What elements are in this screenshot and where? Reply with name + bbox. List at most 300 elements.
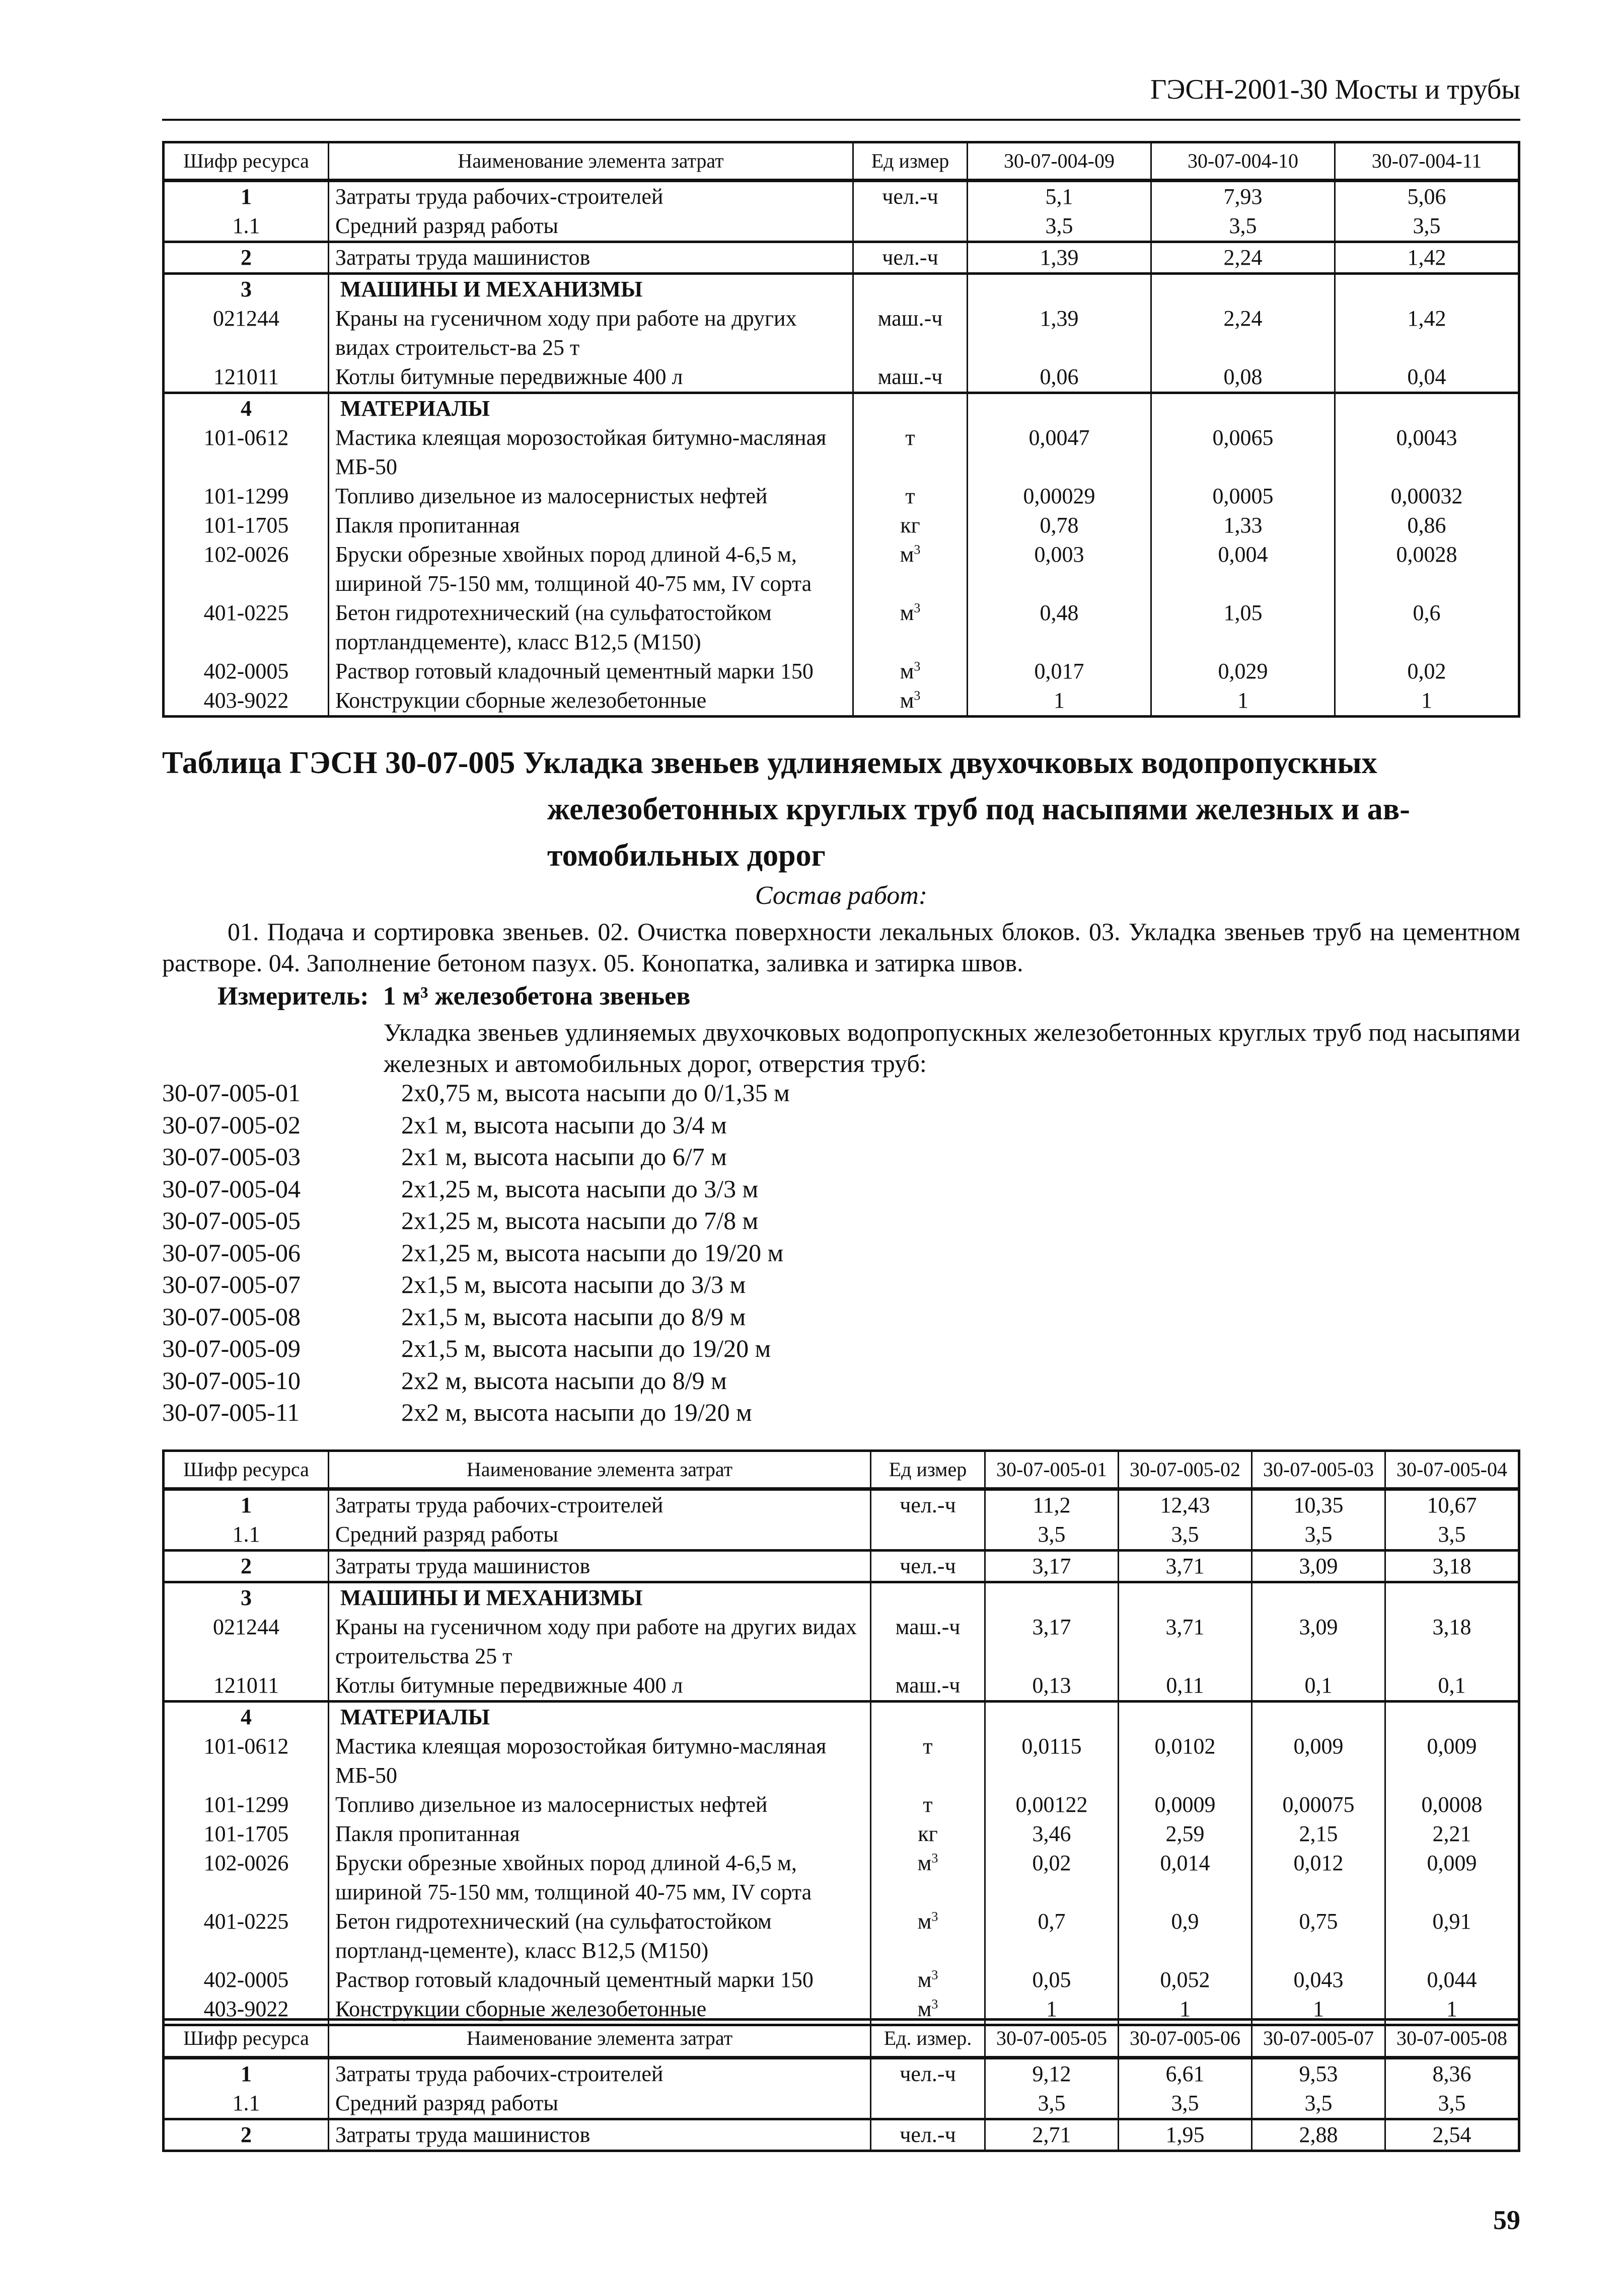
resource-unit <box>871 1702 985 1732</box>
resource-name: Топливо дизельное из малосернистых нефтей <box>329 482 853 511</box>
resource-code: 402-0005 <box>164 657 329 686</box>
variant-code: 30-07-005-04 <box>162 1174 301 1203</box>
resource-name: Конструкции сборные железобетонные <box>329 1995 871 2025</box>
variant-code: 30-07-005-11 <box>162 1398 300 1426</box>
header-unit: Ед. измер. <box>871 2020 985 2058</box>
header-norm-code: 30-07-004-10 <box>1151 142 1335 181</box>
resource-unit: $м^3$ <box>853 686 968 717</box>
resource-group <box>164 181 1519 242</box>
table-row <box>164 181 1519 212</box>
resource-value: 0,003 <box>968 540 1151 598</box>
variant-description: 2х1,25 м, высота насыпи до 3/3 м <box>401 1174 759 1203</box>
resource-code: 121011 <box>164 362 329 393</box>
table-row <box>164 1613 1519 1671</box>
resource-value: 0,0047 <box>968 423 1151 482</box>
resource-value: 0,91 <box>1385 1907 1519 1965</box>
resource-value: 0,00075 <box>1252 1790 1385 1819</box>
resource-value: 0,014 <box>1119 1849 1252 1907</box>
variant-code: 30-07-005-07 <box>162 1270 301 1298</box>
variant-description: 2х1,5 м, высота насыпи до 3/3 м <box>401 1270 746 1298</box>
resource-code: 101-0612 <box>164 423 329 482</box>
resource-value: 0,017 <box>968 657 1151 686</box>
resource-value: 1,95 <box>1119 2119 1252 2151</box>
resource-value: 0,9 <box>1119 1907 1252 1965</box>
resource-unit: чел.-ч <box>871 2058 985 2089</box>
resource-name: Средний разряд работы <box>329 1520 871 1551</box>
resource-name: Затраты труда машинистов <box>329 242 853 274</box>
resource-code: 1.1 <box>164 2089 329 2119</box>
resource-name: Раствор готовый кладочный цементный марки 150 <box>329 1965 871 1995</box>
header-name: Наименование элемента затрат <box>329 142 853 181</box>
resource-unit <box>871 1582 985 1613</box>
resource-name: Мастика клеящая морозостойкая битумно-масляная МБ-50 <box>329 1732 871 1790</box>
resource-name: Топливо дизельное из малосернистых нефтей <box>329 1790 871 1819</box>
resource-value: 0,052 <box>1119 1965 1252 1995</box>
section-title <box>162 740 1520 879</box>
resource-value <box>1335 393 1519 424</box>
table-row <box>164 423 1519 482</box>
resource-value: 0,009 <box>1385 1849 1519 1907</box>
resource-unit: $м^3$ <box>871 1995 985 2025</box>
header-norm-code: 30-07-005-02 <box>1119 1451 1252 1489</box>
resource-name: Бетон гидротехнический (на сульфатостойком портланд-цементе), класс В12,5 (М150) <box>329 1907 871 1965</box>
variant-code: 30-07-005-09 <box>162 1334 301 1362</box>
table-row <box>164 1819 1519 1849</box>
table-row <box>164 1965 1519 1995</box>
resource-unit <box>853 211 968 242</box>
table-row <box>164 362 1519 393</box>
resource-code: 2 <box>164 1551 329 1582</box>
resource-value: 0,02 <box>985 1849 1119 1907</box>
header-norm-code: 30-07-005-07 <box>1252 2020 1385 2058</box>
resource-code: 2 <box>164 242 329 274</box>
resource-value: 0,05 <box>985 1965 1119 1995</box>
resource-value: 0,004 <box>1151 540 1335 598</box>
table-row <box>164 482 1519 511</box>
resource-code: 4 <box>164 1702 329 1732</box>
resource-group <box>164 274 1519 393</box>
resource-value: 10,67 <box>1385 1489 1519 1520</box>
header-norm-code: 30-07-005-08 <box>1385 2020 1519 2058</box>
resource-value: 0,0028 <box>1335 540 1519 598</box>
resource-value: 0,04 <box>1335 362 1519 393</box>
resource-value: 9,12 <box>985 2058 1119 2089</box>
table-row <box>164 242 1519 274</box>
resource-unit: т <box>871 1790 985 1819</box>
resource-table-004 <box>162 141 1520 718</box>
variant-description: 2х2 м, высота насыпи до 19/20 м <box>401 1398 752 1426</box>
resource-code: 121011 <box>164 1671 329 1702</box>
resource-code: 101-0612 <box>164 1732 329 1790</box>
resource-value: 3,5 <box>968 211 1151 242</box>
resource-value: 3,17 <box>985 1613 1119 1671</box>
resource-value: 3,46 <box>985 1819 1119 1849</box>
header-norm-code: 30-07-004-09 <box>968 142 1151 181</box>
resource-group <box>164 2119 1519 2151</box>
header-code: Шифр ресурса <box>164 1451 329 1489</box>
resource-code: 403-9022 <box>164 1995 329 2025</box>
resource-value: 0,043 <box>1252 1965 1385 1995</box>
resource-value: 0,1 <box>1252 1671 1385 1702</box>
resource-unit: чел.-ч <box>871 1551 985 1582</box>
resource-value: 1,05 <box>1151 598 1335 657</box>
table-row <box>164 540 1519 598</box>
resource-value: 2,24 <box>1151 242 1335 274</box>
section-heading: МАШИНЫ И МЕХАНИЗМЫ <box>329 1582 871 1613</box>
resource-name: Пакля пропитанная <box>329 511 853 540</box>
table-row <box>164 686 1519 717</box>
resource-value <box>1252 1582 1385 1613</box>
table-row <box>164 1907 1519 1965</box>
section-title-line-2: железобетонных круглых труб под насыпями железных и ав- <box>547 792 1410 826</box>
variant-code: 30-07-005-08 <box>162 1302 301 1331</box>
resource-name: Бруски обрезные хвойных пород длиной 4-6,5 м, шириной 75-150 мм, толщиной 40-75 мм, IV сорта <box>329 1849 871 1907</box>
resource-code: 021244 <box>164 304 329 362</box>
meter <box>217 981 690 1011</box>
variant-description: 2х1 м, высота насыпи до 6/7 м <box>401 1142 727 1171</box>
section-title-line-1: Таблица ГЭСН 30-07-005 Укладка звеньев удлиняемых двухочковых водопропускных <box>162 746 1377 780</box>
resource-unit: $м^3$ <box>871 1849 985 1907</box>
table-row <box>164 304 1519 362</box>
resource-code: 1 <box>164 181 329 212</box>
resource-value: 1,39 <box>968 242 1151 274</box>
resource-unit: т <box>853 423 968 482</box>
variant-code: 30-07-005-01 <box>162 1079 301 1107</box>
resource-group <box>164 1582 1519 1702</box>
resource-value: 0,0102 <box>1119 1732 1252 1790</box>
resource-value: 1 <box>1151 686 1335 717</box>
resource-value: 1 <box>1119 1995 1252 2025</box>
variant-code: 30-07-005-02 <box>162 1110 301 1139</box>
resource-value: 0,00032 <box>1335 482 1519 511</box>
resource-unit: $м^3$ <box>853 598 968 657</box>
resource-unit: чел.-ч <box>871 1489 985 1520</box>
resource-value: 3,09 <box>1252 1613 1385 1671</box>
variant-item <box>162 1205 790 1237</box>
resource-value: 3,18 <box>1385 1551 1519 1582</box>
resource-value: 2,88 <box>1252 2119 1385 2151</box>
resource-name: Краны на гусеничном ходу при работе на других видах строительст-ва 25 т <box>329 304 853 362</box>
resource-table-005-05-08 <box>162 2018 1520 2152</box>
resource-value <box>985 1582 1119 1613</box>
variant-item <box>162 1173 790 1205</box>
resource-code: 101-1299 <box>164 1790 329 1819</box>
resource-value: 0,009 <box>1385 1732 1519 1790</box>
resource-name: Конструкции сборные железобетонные <box>329 686 853 717</box>
resource-code: 021244 <box>164 1613 329 1671</box>
resource-unit: т <box>853 482 968 511</box>
variant-description: 2х0,75 м, высота насыпи до 0/1,35 м <box>401 1079 790 1107</box>
header-row <box>164 2020 1519 2058</box>
resource-unit <box>871 1520 985 1551</box>
table-row <box>164 393 1519 424</box>
resource-value: 0,029 <box>1151 657 1335 686</box>
resource-value: 3,5 <box>1151 211 1335 242</box>
resource-value: 7,93 <box>1151 181 1335 212</box>
resource-value: 0,0005 <box>1151 482 1335 511</box>
resource-value: 3,17 <box>985 1551 1119 1582</box>
resource-unit: маш.-ч <box>871 1671 985 1702</box>
resource-value: 0,0008 <box>1385 1790 1519 1819</box>
resource-value: 0,0115 <box>985 1732 1119 1790</box>
resource-value: 0,1 <box>1385 1671 1519 1702</box>
resource-unit: $м^3$ <box>853 657 968 686</box>
header-code: Шифр ресурса <box>164 2020 329 2058</box>
resource-value: 5,1 <box>968 181 1151 212</box>
resource-value: 3,09 <box>1252 1551 1385 1582</box>
resource-value: 0,86 <box>1335 511 1519 540</box>
table-row <box>164 511 1519 540</box>
resource-value: 0,0065 <box>1151 423 1335 482</box>
resource-unit: кг <box>853 511 968 540</box>
variant-description: 2х1 м, высота насыпи до 3/4 м <box>401 1110 727 1139</box>
resource-code: 101-1705 <box>164 511 329 540</box>
composition-text: 01. Подача и сортировка звеньев. 02. Очистка поверхности лекальных блоков. 03. Укладка звеньев труб на цементном растворе. 04. Заполнение бетоном пазух. 05. Конопатка, заливка и затирка швов. <box>162 917 1520 977</box>
section-heading: МАТЕРИАЛЫ <box>329 393 853 424</box>
table-row <box>164 1489 1519 1520</box>
resource-value: 11,2 <box>985 1489 1119 1520</box>
resource-code: 2 <box>164 2119 329 2151</box>
resource-value: 0,08 <box>1151 362 1335 393</box>
resource-group <box>164 1551 1519 1582</box>
table-row <box>164 598 1519 657</box>
resource-name: Затраты труда рабочих-строителей <box>329 2058 871 2089</box>
page-number: 59 <box>1493 2205 1520 2235</box>
resource-unit: маш.-ч <box>871 1613 985 1671</box>
resource-name: Средний разряд работы <box>329 2089 871 2119</box>
resource-group <box>164 393 1519 717</box>
variant-description: 2х2 м, высота насыпи до 8/9 м <box>401 1366 727 1395</box>
table-row <box>164 1849 1519 1907</box>
resource-value: 3,5 <box>1252 1520 1385 1551</box>
resource-unit <box>853 393 968 424</box>
variant-code: 30-07-005-06 <box>162 1238 301 1267</box>
resource-value: 1,42 <box>1335 242 1519 274</box>
resource-unit: маш.-ч <box>853 304 968 362</box>
header-row <box>164 1451 1519 1489</box>
variant-code: 30-07-005-03 <box>162 1142 301 1171</box>
variant-item <box>162 1333 790 1365</box>
table-row <box>164 1671 1519 1702</box>
resource-value: 3,5 <box>1335 211 1519 242</box>
table-row <box>164 1551 1519 1582</box>
resource-value: 3,5 <box>985 1520 1119 1551</box>
resource-value <box>1335 274 1519 304</box>
variant-item <box>162 1301 790 1333</box>
resource-value: 0,0043 <box>1335 423 1519 482</box>
resource-value <box>1385 1702 1519 1732</box>
resource-value: 3,5 <box>1385 2089 1519 2119</box>
resource-value: 0,06 <box>968 362 1151 393</box>
resource-name: Краны на гусеничном ходу при работе на других видах строительства 25 т <box>329 1613 871 1671</box>
resource-value: 0,75 <box>1252 1907 1385 1965</box>
resource-value: 0,012 <box>1252 1849 1385 1907</box>
meter-value: 1 м³ железобетона звеньев <box>383 982 691 1011</box>
table-row <box>164 657 1519 686</box>
variant-description: 2х1,25 м, высота насыпи до 19/20 м <box>401 1238 784 1267</box>
resource-unit: маш.-ч <box>853 362 968 393</box>
header-rule <box>162 119 1520 121</box>
resource-name: Раствор готовый кладочный цементный марки 150 <box>329 657 853 686</box>
resource-value: 0,11 <box>1119 1671 1252 1702</box>
resource-value: 0,02 <box>1335 657 1519 686</box>
resource-code: 1.1 <box>164 211 329 242</box>
table-row <box>164 1520 1519 1551</box>
table-row <box>164 2119 1519 2151</box>
resource-value: 1,42 <box>1335 304 1519 362</box>
resource-unit <box>853 274 968 304</box>
resource-value: 3,71 <box>1119 1551 1252 1582</box>
running-head: ГЭСН-2001-30 Мосты и трубы <box>1150 74 1520 105</box>
variant-item <box>162 1269 790 1301</box>
resource-name: Бруски обрезные хвойных пород длиной 4-6,5 м, шириной 75-150 мм, толщиной 40-75 мм, IV сорта <box>329 540 853 598</box>
resource-code: 102-0026 <box>164 1849 329 1907</box>
header-norm-code: 30-07-004-11 <box>1335 142 1519 181</box>
resource-value <box>968 274 1151 304</box>
header-norm-code: 30-07-005-01 <box>985 1451 1119 1489</box>
table-row <box>164 1582 1519 1613</box>
resource-code: 402-0005 <box>164 1965 329 1995</box>
section-heading: МАТЕРИАЛЫ <box>329 1702 871 1732</box>
resource-unit <box>871 2089 985 2119</box>
section-title-line-3: томобильных дорог <box>547 838 826 873</box>
resource-value: 2,59 <box>1119 1819 1252 1849</box>
resource-value: 1,39 <box>968 304 1151 362</box>
resource-value: 0,78 <box>968 511 1151 540</box>
resource-value: 3,5 <box>1252 2089 1385 2119</box>
resource-code: 401-0225 <box>164 1907 329 1965</box>
meter-label: Измеритель: <box>217 982 369 1011</box>
resource-value: 8,36 <box>1385 2058 1519 2089</box>
resource-value: 0,009 <box>1252 1732 1385 1790</box>
resource-name: Котлы битумные передвижные 400 л <box>329 362 853 393</box>
variant-item <box>162 1237 790 1269</box>
resource-value: 2,15 <box>1252 1819 1385 1849</box>
resource-name: Затраты труда машинистов <box>329 2119 871 2151</box>
resource-code: 3 <box>164 274 329 304</box>
table-row <box>164 2058 1519 2089</box>
table-row <box>164 1702 1519 1732</box>
variant-description: 2х1,5 м, высота насыпи до 8/9 м <box>401 1302 746 1331</box>
resource-unit: чел.-ч <box>871 2119 985 2151</box>
resource-value <box>1151 274 1335 304</box>
variant-item <box>162 1397 790 1429</box>
resource-value: 0,7 <box>985 1907 1119 1965</box>
resource-value <box>968 393 1151 424</box>
resource-code: 3 <box>164 1582 329 1613</box>
resource-value: 2,21 <box>1385 1819 1519 1849</box>
variant-code: 30-07-005-05 <box>162 1206 301 1235</box>
resource-value: 0,0009 <box>1119 1790 1252 1819</box>
header-norm-code: 30-07-005-03 <box>1252 1451 1385 1489</box>
variant-description: 2х1,5 м, высота насыпи до 19/20 м <box>401 1334 771 1362</box>
header-row <box>164 142 1519 181</box>
resource-value <box>1119 1582 1252 1613</box>
variants-intro: Укладка звеньев удлиняемых двухочковых водопропускных железобетонных круглых труб под насыпями железных и автомобильных дорог, отверстия труб: <box>384 1018 1520 1078</box>
table-row <box>164 2089 1519 2119</box>
header-code: Шифр ресурса <box>164 142 329 181</box>
resource-name: Пакля пропитанная <box>329 1819 871 1849</box>
resource-unit: кг <box>871 1819 985 1849</box>
table-row <box>164 211 1519 242</box>
resource-name: Затраты труда рабочих-строителей <box>329 1489 871 1520</box>
header-unit: Ед измер <box>871 1451 985 1489</box>
resource-name: Мастика клеящая морозостойкая битумно-масляная МБ-50 <box>329 423 853 482</box>
resource-value: 10,35 <box>1252 1489 1385 1520</box>
resource-value: 3,71 <box>1119 1613 1252 1671</box>
resource-code: 403-9022 <box>164 686 329 717</box>
resource-group <box>164 1489 1519 1551</box>
variant-item <box>162 1109 790 1141</box>
variants-list <box>162 1077 790 1429</box>
variant-item <box>162 1141 790 1173</box>
resource-unit: чел.-ч <box>853 242 968 274</box>
header-name: Наименование элемента затрат <box>329 2020 871 2058</box>
resource-value <box>985 1702 1119 1732</box>
resource-value: 1 <box>1335 686 1519 717</box>
resource-value: 12,43 <box>1119 1489 1252 1520</box>
resource-value: 3,5 <box>985 2089 1119 2119</box>
resource-value: 0,044 <box>1385 1965 1519 1995</box>
resource-value <box>1151 393 1335 424</box>
resource-value: 3,5 <box>1119 2089 1252 2119</box>
resource-value: 1,33 <box>1151 511 1335 540</box>
variant-item <box>162 1077 790 1109</box>
resource-code: 1 <box>164 2058 329 2089</box>
variant-code: 30-07-005-10 <box>162 1366 301 1395</box>
resource-group <box>164 242 1519 274</box>
resource-value: 0,13 <box>985 1671 1119 1702</box>
resource-value: 5,06 <box>1335 181 1519 212</box>
resource-name: Котлы битумные передвижные 400 л <box>329 1671 871 1702</box>
resource-code: 4 <box>164 393 329 424</box>
table-row <box>164 1790 1519 1819</box>
table-row <box>164 274 1519 304</box>
resource-value: 3,18 <box>1385 1613 1519 1671</box>
section-heading: МАШИНЫ И МЕХАНИЗМЫ <box>329 274 853 304</box>
resource-unit: $м^3$ <box>853 540 968 598</box>
resource-code: 1.1 <box>164 1520 329 1551</box>
header-norm-code: 30-07-005-05 <box>985 2020 1119 2058</box>
resource-name: Средний разряд работы <box>329 211 853 242</box>
composition-label: Состав работ: <box>755 881 928 910</box>
header-norm-code: 30-07-005-06 <box>1119 2020 1252 2058</box>
resource-value <box>1119 1702 1252 1732</box>
table-row <box>164 1732 1519 1790</box>
header-name: Наименование элемента затрат <box>329 1451 871 1489</box>
resource-value: 0,00029 <box>968 482 1151 511</box>
resource-value <box>1252 1702 1385 1732</box>
resource-code: 102-0026 <box>164 540 329 598</box>
resource-value: 3,5 <box>1385 1520 1519 1551</box>
resource-group <box>164 1702 1519 2025</box>
resource-unit: т <box>871 1732 985 1790</box>
variant-description: 2х1,25 м, высота насыпи до 7/8 м <box>401 1206 759 1235</box>
resource-unit: $м^3$ <box>871 1907 985 1965</box>
variant-item <box>162 1365 790 1397</box>
resource-value: 1 <box>985 1995 1119 2025</box>
resource-value <box>1385 1582 1519 1613</box>
resource-code: 101-1705 <box>164 1819 329 1849</box>
header-norm-code: 30-07-005-04 <box>1385 1451 1519 1489</box>
resource-code: 101-1299 <box>164 482 329 511</box>
resource-code: 401-0225 <box>164 598 329 657</box>
resource-name: Затраты труда машинистов <box>329 1551 871 1582</box>
resource-unit: чел.-ч <box>853 181 968 212</box>
resource-unit: $м^3$ <box>871 1965 985 1995</box>
header-unit: Ед измер <box>853 142 968 181</box>
resource-code: 1 <box>164 1489 329 1520</box>
